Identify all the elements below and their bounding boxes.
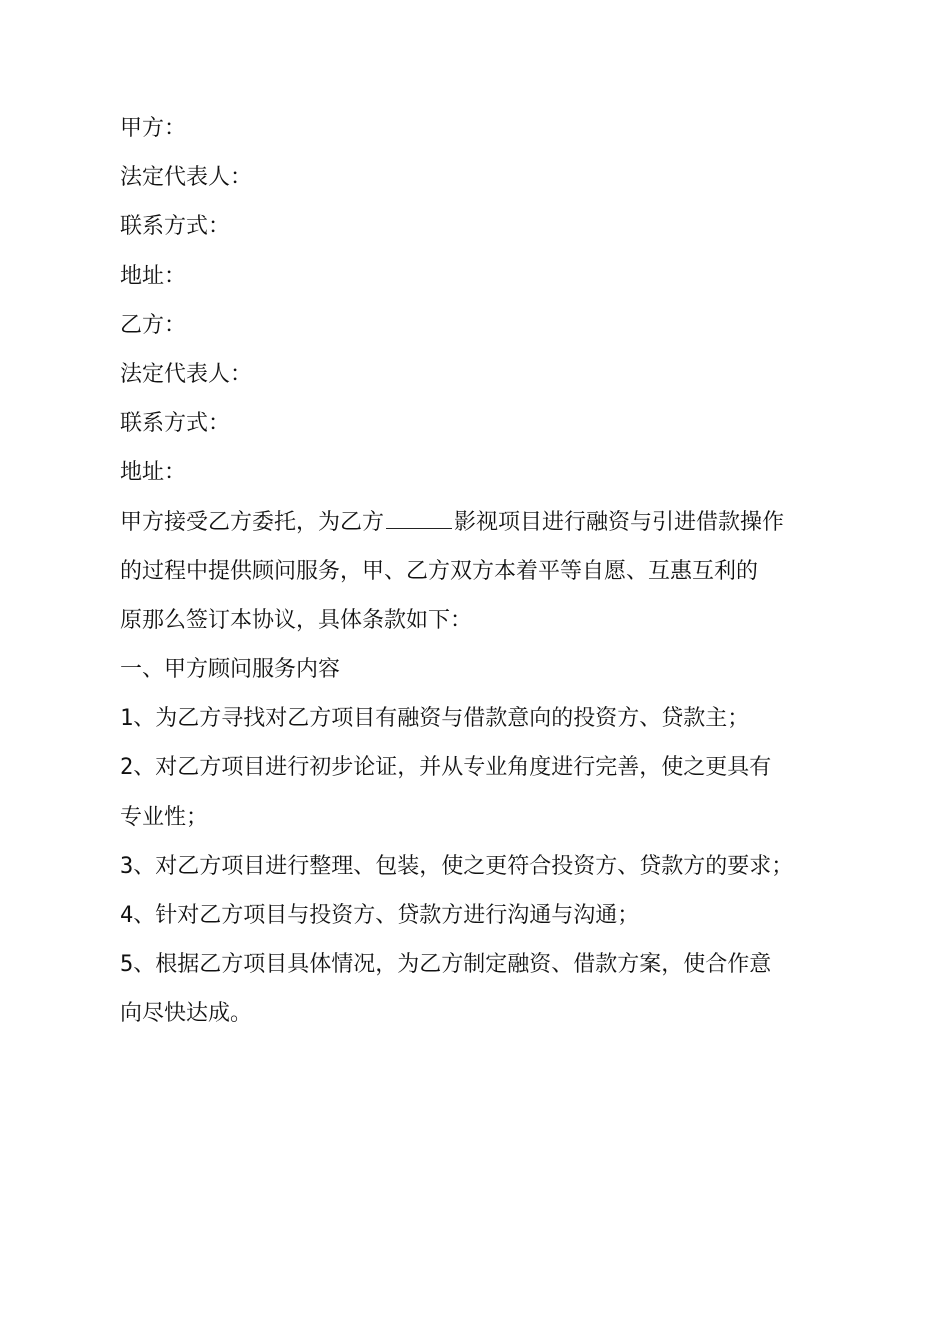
party-b-representative: 法定代表人： bbox=[120, 361, 253, 387]
intro-line-3: 原那么签订本协议，具体条款如下： bbox=[120, 607, 473, 633]
section-1-item-5-line-2: 向尽快达成。 bbox=[120, 1001, 253, 1027]
intro-line-1-after: 影视项目进行融资与引进借款操作 bbox=[454, 509, 785, 535]
section-1-item-1: 1、为乙方寻找对乙方项目有融资与借款意向的投资方、贷款主； bbox=[120, 706, 750, 732]
intro-line-1-before: 甲方接受乙方委托，为乙方 bbox=[120, 509, 385, 535]
section-1-item-2-line-1: 2、对乙方项目进行初步论证，并从专业角度进行完善，使之更具有 bbox=[120, 755, 772, 781]
document-body bbox=[120, 104, 836, 1039]
intro-line-2: 的过程中提供顾问服务，甲、乙方双方本着平等自愿、互惠互利的 bbox=[120, 558, 759, 584]
intro-line-1 bbox=[120, 498, 836, 547]
party-b-address: 地址： bbox=[120, 460, 187, 486]
party-a-label: 甲方： bbox=[120, 116, 187, 141]
section-1-item-2-line-2: 专业性； bbox=[120, 804, 209, 830]
party-b-label: 乙方： bbox=[120, 312, 187, 338]
project-name-blank bbox=[386, 510, 452, 529]
section-1-heading: 一、甲方顾问服务内容 bbox=[120, 657, 341, 683]
section-1-item-3: 3、对乙方项目进行整理、包装，使之更符合投资方、贷款方的要求； bbox=[120, 853, 794, 879]
section-1-item-4: 4、针对乙方项目与投资方、贷款方进行沟通与沟通； bbox=[120, 903, 640, 928]
party-a-contact: 联系方式： bbox=[120, 214, 231, 240]
section-1-item-5-line-1: 5、根据乙方项目具体情况，为乙方制定融资、借款方案，使合作意 bbox=[120, 952, 772, 978]
party-a-address: 地址： bbox=[120, 263, 187, 289]
party-a-representative: 法定代表人： bbox=[120, 165, 253, 191]
party-b-contact: 联系方式： bbox=[120, 411, 231, 437]
